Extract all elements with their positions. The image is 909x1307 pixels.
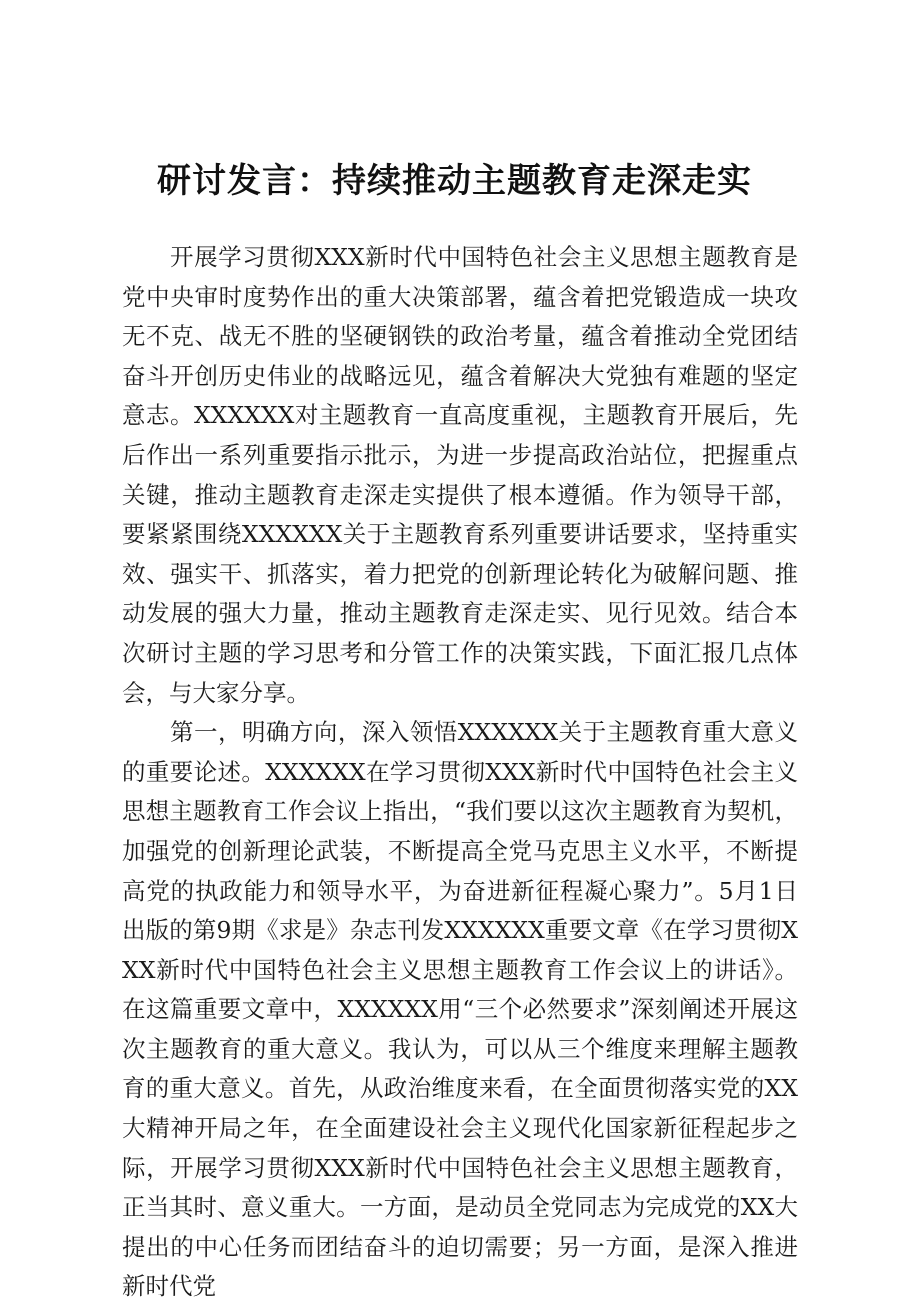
document-body: [122, 238, 798, 1307]
paragraph-intro: 开展学习贯彻XXX新时代中国特色社会主义思想主题教育是党中央审时度势作出的重大决策部署，蕴含着把党锻造成一块攻无不克、战无不胜的坚硬钢铁的政治考量，蕴含着推动全党团结奋斗开创历史伟业的战略远见，蕴含着解决大党独有难题的坚定意志。XXXXXX对主题教育一直高度重视，主题教育开展后，先后作出一系列重要指示批示，为进一步提高政治站位，把握重点关键，推动主题教育走深走实提供了根本遵循。作为领导干部，要紧紧围绕XXXXXX关于主题教育系列重要讲话要求，坚持重实效、强实干、抓落实，着力把党的创新理论转化为破解问题、推动发展的强大力量，推动主题教育走深走实、见行见效。结合本次研讨主题的学习思考和分管工作的决策实践，下面汇报几点体会，与大家分享。: [122, 243, 798, 707]
document-title: 研讨发言：持续推动主题教育走深走实: [157, 161, 752, 201]
paragraph-first-point: 第一，明确方向，深入领悟XXXXXX关于主题教育重大意义的重要论述。XXXXXX在学习贯彻XXX新时代中国特色社会主义思想主题教育工作会议上指出，“我们要以这次主题教育为契机，加强党的创新理论武装，不断提高全党马克思主义水平，不断提高党的执政能力和领导水平，为奋进新征程凝心聚力”。5月1日出版的第9期《求是》杂志刊发XXXXXX重要文章《在学习贯彻XXX新时代中国特色社会主义思想主题教育工作会议上的讲话》。在这篇重要文章中，XXXXXX用“三个必然要求”深刻阐述开展这次主题教育的重大意义。我认为，可以从三个维度来理解主题教育的重大意义。首先，从政治维度来看，在全面贯彻落实党的XX大精神开局之年，在全面建设社会主义现代化国家新征程起步之际，开展学习贯彻XXX新时代中国特色社会主义思想主题教育，正当其时、意义重大。一方面，是动员全党同志为完成党的XX大提出的中心任务而团结奋斗的迫切需要；另一方面，是深入推进新时代党: [122, 718, 798, 1301]
